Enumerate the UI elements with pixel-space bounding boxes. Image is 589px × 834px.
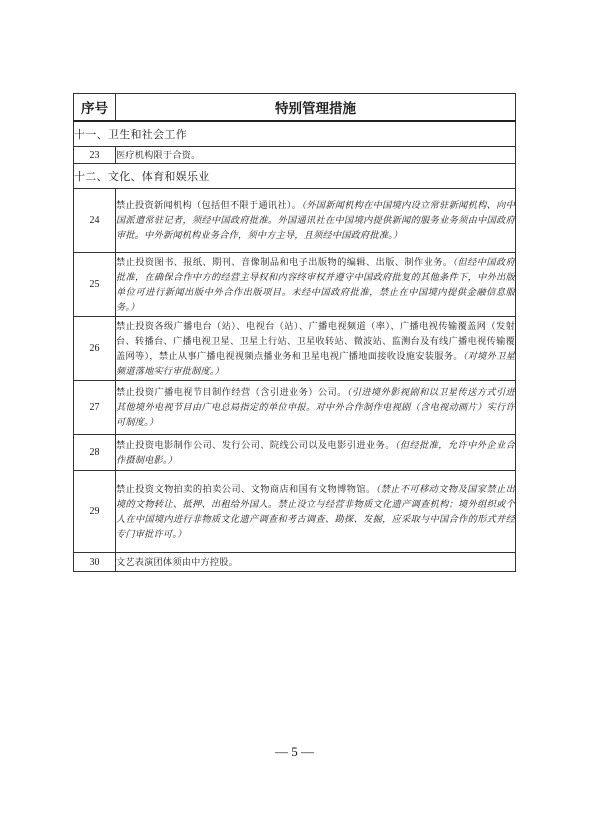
table-row <box>74 471 516 553</box>
row-measure <box>116 147 516 164</box>
special-measures-table <box>73 93 516 572</box>
table-row <box>74 381 516 435</box>
measure-note: （禁止不可移动文物及国家禁止出境的文物转让、抵押、出租给外国人。禁止设立与经营非物质文化遗产调查机构；境外组织或个人在中国境内进行非物质文化遗产调查和考古调查、勘探、发掘，应采取与中国合作的形式并经专门审批许可。） <box>116 483 515 540</box>
section-title: 十二、文化、体育和娱乐业 <box>74 164 516 189</box>
measure-text: 禁止投资各级广播电台（站）、电视台（站）、广播电视频道（率）、广播电视传输覆盖网（发射台、转播台、广播电视卫星、卫星上行站、卫星收转站、微波站、监测台及有线广播电视传输覆盖网等），禁止从事广播电视视频点播业务和卫星电视广播地面接收设施安装服务。 <box>116 320 515 362</box>
measure-note: （但经中国政府批准，在确保合作中方的经营主导权和内容终审权并遵守中国政府批复的其他条件下，中外出版单位可进行新闻出版中外合作出版项目。未经中国政府批准，禁止在中国境内提供金融信息服务。） <box>116 256 515 313</box>
row-measure <box>116 471 516 553</box>
row-number: 27 <box>74 381 116 435</box>
row-number: 24 <box>74 189 116 253</box>
header-special-measures: 特别管理措施 <box>116 94 516 122</box>
row-number: 28 <box>74 435 116 471</box>
row-measure <box>116 553 516 572</box>
header-serial-number: 序号 <box>74 94 116 122</box>
table-row <box>74 435 516 471</box>
measure-note: （外国新闻机构在中国境内设立常驻新闻机构、向中国派遣常驻记者，须经中国政府批准。外国通讯社在中国境内提供新闻的服务业务须由中国政府审批。中外新闻机构业务合作，须中方主导，且须经中国政府批准。） <box>116 200 515 241</box>
row-measure <box>116 253 516 317</box>
row-measure <box>116 189 516 253</box>
measure-text: 禁止投资图书、报纸、期刊、音像制品和电子出版物的编辑、出版、制作业务。 <box>116 256 453 268</box>
table-header-row <box>74 94 516 122</box>
measure-text: 禁止投资广播电视节目制作经营（含引进业务）公司。 <box>116 387 347 398</box>
table-row <box>74 253 516 317</box>
row-number: 25 <box>74 253 116 317</box>
measure-note: （对境外卫星频道落地实行审批制度。） <box>116 350 515 377</box>
row-measure <box>116 317 516 381</box>
measure-text: 医疗机构限于合资。 <box>116 149 201 161</box>
table-row <box>74 189 516 253</box>
section-row-health <box>74 121 516 147</box>
row-number: 30 <box>74 553 116 572</box>
measure-text: 文艺表演团体须由中方控股。 <box>116 556 239 568</box>
row-measure <box>116 381 516 435</box>
row-measure <box>116 435 516 471</box>
row-number: 23 <box>74 147 116 164</box>
page-number: — 5 — <box>275 744 314 759</box>
row-number: 26 <box>74 317 116 381</box>
table-row <box>74 553 516 572</box>
measure-note: （引进境外影视剧和以卫星传送方式引进其他境外电视节目由广电总局指定的单位申报。对中外合作制作电视剧（含电视动画片）实行许可制度。） <box>116 387 515 428</box>
measure-text: 禁止投资文物拍卖的拍卖公司、文物商店和国有文物博物馆。 <box>116 483 376 495</box>
section-title: 十一、卫生和社会工作 <box>74 121 516 147</box>
row-number: 29 <box>74 471 116 553</box>
table-row <box>74 317 516 381</box>
table-row <box>74 147 516 164</box>
section-row-culture <box>74 164 516 189</box>
measure-text: 禁止投资电影制作公司、发行公司、院线公司以及电影引进业务。 <box>116 439 395 451</box>
measure-text: 禁止投资新闻机构（包括但不限于通讯社）。 <box>116 200 302 211</box>
measure-note: （但经批准，允许中外企业合作摄制电影。） <box>116 439 515 466</box>
